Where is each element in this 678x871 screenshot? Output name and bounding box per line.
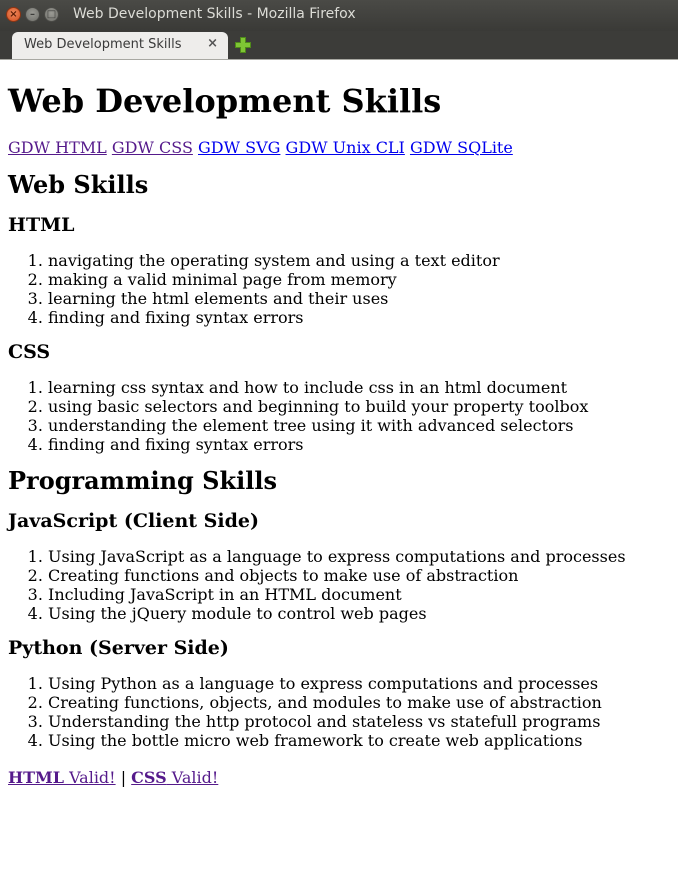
subsection-heading-python: Python (Server Side) bbox=[8, 637, 229, 659]
window-titlebar bbox=[0, 0, 678, 31]
list-item: 2. Creating functions and objects to make use of abstraction bbox=[48, 566, 670, 585]
chrome-divider bbox=[0, 59, 678, 60]
nav-links bbox=[8, 138, 670, 158]
list-item: 3. understanding the element tree using it with advanced selectors bbox=[48, 416, 670, 435]
css-skills-list bbox=[8, 378, 670, 454]
new-tab-button[interactable] bbox=[234, 36, 252, 54]
page-content bbox=[0, 81, 678, 788]
link-gdw-unix-cli[interactable]: GDW Unix CLI bbox=[285, 138, 405, 157]
window-close-button[interactable] bbox=[6, 7, 21, 22]
window-minimize-button[interactable] bbox=[25, 7, 40, 22]
subsection-heading-javascript: JavaScript (Client Side) bbox=[8, 510, 259, 532]
link-gdw-svg[interactable]: GDW SVG bbox=[198, 138, 281, 157]
list-item: 1. Using JavaScript as a language to express computations and processes bbox=[48, 547, 670, 566]
close-icon: × bbox=[9, 9, 18, 20]
list-item: 1. Using Python as a language to express computations and processes bbox=[48, 674, 670, 693]
subsection-heading-css: CSS bbox=[8, 341, 51, 363]
list-item: 4. Using the bottle micro web framework to create web applications bbox=[48, 731, 670, 750]
list-item: 1. learning css syntax and how to include css in an html document bbox=[48, 378, 670, 397]
link-gdw-css[interactable]: GDW CSS bbox=[111, 138, 193, 157]
list-item: 3. learning the html elements and their uses bbox=[48, 289, 670, 308]
section-heading-programming-skills: Programming Skills bbox=[8, 466, 277, 495]
window-title: Web Development Skills - Mozilla Firefox bbox=[73, 6, 356, 22]
html-skills-list bbox=[8, 251, 670, 327]
minimize-icon: – bbox=[30, 9, 35, 20]
window-maximize-button[interactable] bbox=[44, 7, 59, 22]
css-valid-bold: CSS bbox=[131, 768, 167, 787]
validation-links bbox=[8, 768, 670, 788]
tab-web-development-skills[interactable] bbox=[12, 32, 228, 59]
list-item: 3. Understanding the http protocol and stateless vs statefull programs bbox=[48, 712, 670, 731]
css-valid-text: Valid! bbox=[166, 768, 219, 787]
tab-label: Web Development Skills bbox=[24, 37, 182, 52]
validation-separator: | bbox=[115, 768, 132, 787]
list-item: 2. making a valid minimal page from memory bbox=[48, 270, 670, 289]
list-item: 2. Creating functions, objects, and modules to make use of abstraction bbox=[48, 693, 670, 712]
tab-strip bbox=[0, 31, 678, 59]
subsection-heading-html: HTML bbox=[8, 214, 75, 236]
section-heading-web-skills: Web Skills bbox=[8, 170, 149, 199]
tab-close-icon[interactable]: × bbox=[207, 36, 218, 51]
list-item: 4. Using the jQuery module to control web pages bbox=[48, 604, 670, 623]
python-skills-list bbox=[8, 674, 670, 750]
html-valid-text: Valid! bbox=[63, 768, 116, 787]
javascript-skills-list bbox=[8, 547, 670, 623]
list-item: 3. Including JavaScript in an HTML document bbox=[48, 585, 670, 604]
list-item: 2. using basic selectors and beginning to build your property toolbox bbox=[48, 397, 670, 416]
list-item: 4. finding and fixing syntax errors bbox=[48, 308, 670, 327]
maximize-icon: □ bbox=[46, 9, 57, 20]
list-item: 1. navigating the operating system and using a text editor bbox=[48, 251, 670, 270]
link-gdw-html[interactable]: GDW HTML bbox=[8, 138, 107, 157]
html-valid-link[interactable] bbox=[8, 768, 116, 787]
link-gdw-sqlite[interactable]: GDW SQLite bbox=[409, 138, 513, 157]
list-item: 4. finding and fixing syntax errors bbox=[48, 435, 670, 454]
css-valid-link[interactable] bbox=[131, 768, 218, 787]
plus-icon bbox=[234, 36, 252, 54]
page-title: Web Development Skills bbox=[8, 82, 442, 120]
html-valid-bold: HTML bbox=[8, 768, 64, 787]
